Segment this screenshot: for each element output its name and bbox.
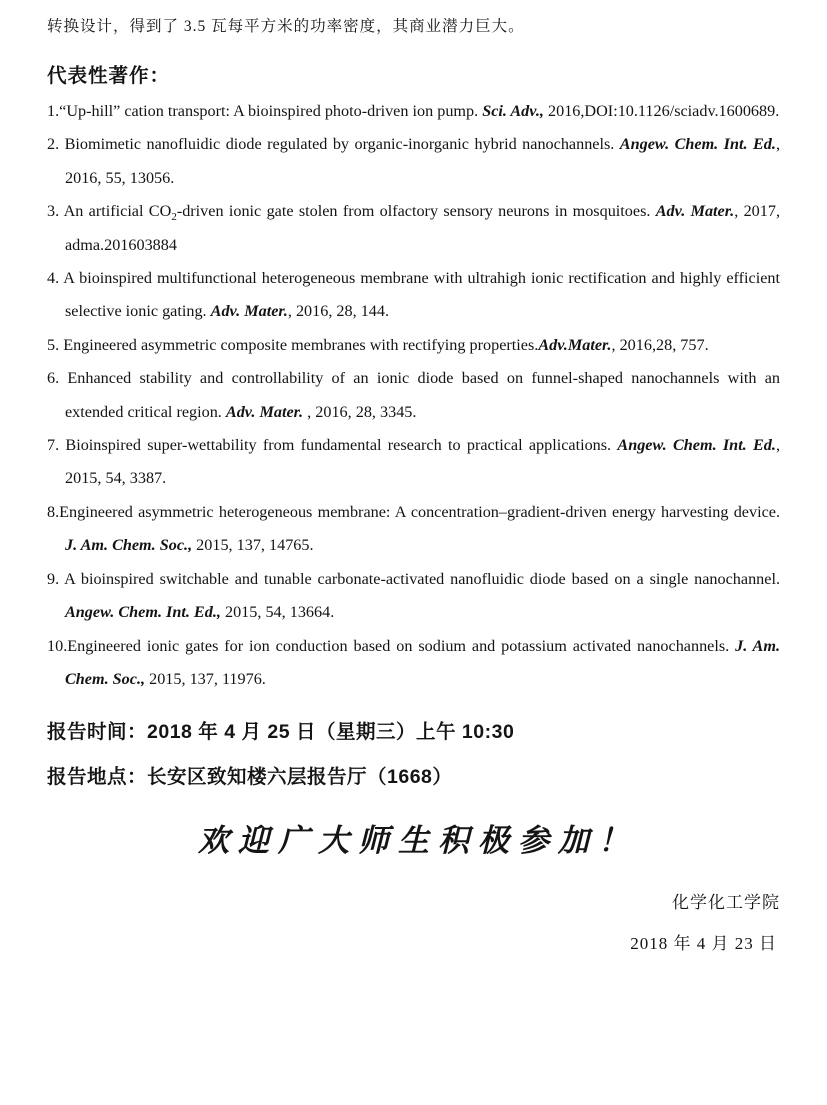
- publication-item: 7. Bioinspired super-wettability from fundamental research to practical applications. Angew. Chem. Int. Ed., 2015, 54, 3387.: [47, 436, 780, 488]
- publication-item: 6. Enhanced stability and controllability of an ionic diode based on funnel-shaped nanochannels with an extended critical region. Adv. Mater. , 2016, 28, 3345.: [47, 369, 780, 421]
- signature-date: 2018 年 4 月 23 日: [630, 934, 777, 954]
- publications-heading: 代表性著作：: [47, 65, 171, 88]
- publication-item: 4. A bioinspired multifunctional heterogeneous membrane with ultrahigh ionic rectification and highly efficient selective ionic gating. Adv. Mater., 2016, 28, 144.: [47, 269, 780, 321]
- publication-item: 3. An artificial $CO_2$-driven ionic gate stolen from olfactory sensory neurons in mosquitoes. Adv. Mater., 2017, adma.201603884: [47, 202, 780, 254]
- signature-block: [47, 882, 780, 964]
- publication-item: 2. Biomimetic nanofluidic diode regulated by organic-inorganic hybrid nanochannels. Angew. Chem. Int. Ed., 2016, 55, 13056.: [47, 135, 780, 187]
- publications-list: [47, 95, 780, 696]
- seminar-venue: 报告地点：长安区致知楼六层报告厅（1668）: [47, 766, 453, 789]
- welcome-message: 欢迎广大师生积极参加！: [198, 823, 638, 860]
- publication-item: 5. Engineered asymmetric composite membranes with rectifying properties.Adv.Mater., 2016,28, 757.: [47, 335, 709, 354]
- publication-item: 9. A bioinspired switchable and tunable carbonate-activated nanofluidic diode based on a single nanochannel. Angew. Chem. Int. Ed., 2015, 54, 13664.: [47, 569, 780, 622]
- signature-affiliation: 化学化工学院: [672, 893, 780, 913]
- publication-item: 10.Engineered ionic gates for ion conduction based on sodium and potassium activated nanochannels. J. Am. Chem. Soc., 2015, 137, 11976.: [47, 636, 780, 688]
- publication-item: 1.“Up-hill” cation transport: A bioinspired photo-driven ion pump. Sci. Adv., 2016,DOI:10.1126/sciadv.1600689.: [47, 102, 780, 121]
- publication-item: 8.Engineered asymmetric heterogeneous membrane: A concentration–gradient-driven energy harvesting device. J. Am. Chem. Soc., 2015, 137, 14765.: [47, 502, 780, 555]
- intro-text: 转换设计，得到了 3.5 瓦每平方米的功率密度，其商业潜力巨大。: [47, 18, 525, 35]
- seminar-time: 报告时间：2018 年 4 月 25 日（星期三）上午 10:30: [47, 721, 515, 744]
